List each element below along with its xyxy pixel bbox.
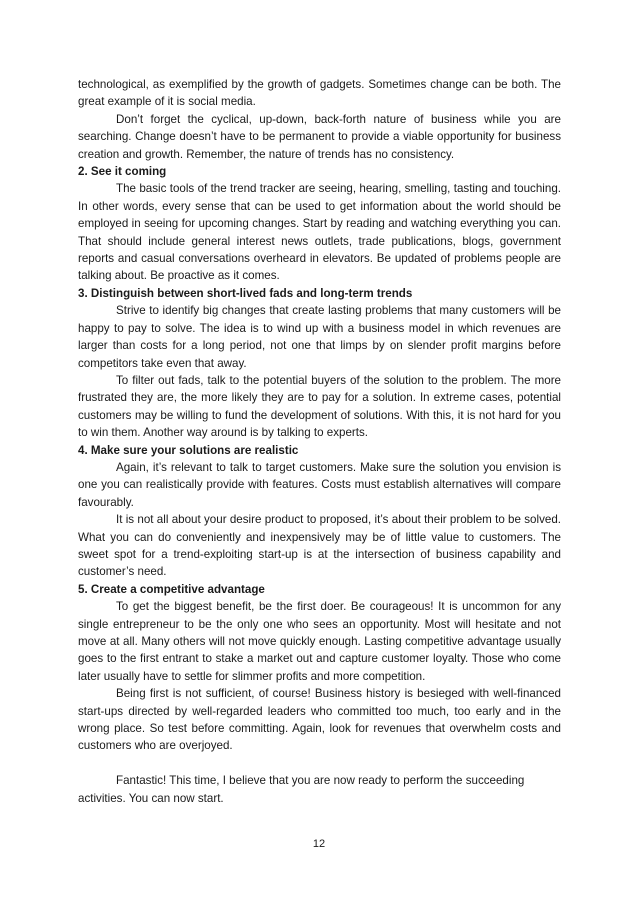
- paragraph: Being first is not sufficient, of course! Business history is besieged with well-financed start-ups directed by well-regarded leaders who committed too much, too early and in the wrong place. So test before committing. Again, look for revenues that overwhelm costs and customers who are overjoyed.: [78, 687, 561, 753]
- paragraph: To filter out fads, talk to the potential buyers of the solution to the problem. The more frustrated they are, the more likely they are to pay for a solution. In extreme cases, potential customers may be willing to fund the development of solutions. With this, it is not hard for you to win them. Another way around is by talking to experts.: [78, 373, 561, 440]
- section-heading: 5. Create a competitive advantage: [78, 582, 265, 596]
- closing-paragraph: Fantastic! This time, I believe that you are now ready to perform the succeeding activities. You can now start.: [78, 774, 525, 805]
- paragraph: Don’t forget the cyclical, up-down, back-forth nature of business while you are searching. Change doesn’t have to be permanent to provide a viable opportunity for business creation and growth. Remember, the nature of trends has no consistency.: [78, 112, 561, 161]
- section-heading: 4. Make sure your solutions are realistic: [78, 443, 299, 457]
- section-heading: 2. See it coming: [78, 165, 167, 179]
- paragraph: technological, as exemplified by the growth of gadgets. Sometimes change can be both. The great example of it is social media.: [78, 78, 561, 109]
- paragraph: It is not all about your desire product to proposed, it’s about their problem to be solved. What you can do conveniently and inexpensively may be of little value to customers. The sweet spot for a trend-exploiting start-up is at the intersection of business capability and customer’s need.: [78, 513, 561, 579]
- paragraph: To get the biggest benefit, be the first doer. Be courageous! It is uncommon for any single entrepreneur to be the only one who sees an opportunity. Most will hesitate and not move at all. Many others will not move quickly enough. Lasting competitive advantage usually goes to the first entrant to stake a market out and capture customer loyalty. Those who come later usually have to settle for slimmer profits and more competition.: [78, 600, 561, 683]
- paragraph: The basic tools of the trend tracker are seeing, hearing, smelling, tasting and touching. In other words, every sense that can be used to get information about the world should be employed in seeing for upcoming changes. Start by reading and watching everything you can. That should include general interest news outlets, trade publications, blogs, government reports and casual conversations overheard in elevators. Be updated of problems people are talking about. Be proactive as it comes.: [78, 182, 561, 283]
- document-body: [78, 76, 561, 807]
- paragraph: Again, it’s relevant to talk to target customers. Make sure the solution you envision is one you can realistically provide with features. Costs must establish alternatives will compare favourably.: [78, 460, 561, 509]
- paragraph: Strive to identify big changes that create lasting problems that many customers will be happy to pay to solve. The idea is to wind up with a business model in which revenues are larger than costs for a long period, not one that limps by on slender profit margins before competitors take even that away.: [78, 304, 561, 370]
- page-number: 12: [312, 838, 326, 850]
- section-heading: 3. Distinguish between short-lived fads and long-term trends: [78, 286, 413, 300]
